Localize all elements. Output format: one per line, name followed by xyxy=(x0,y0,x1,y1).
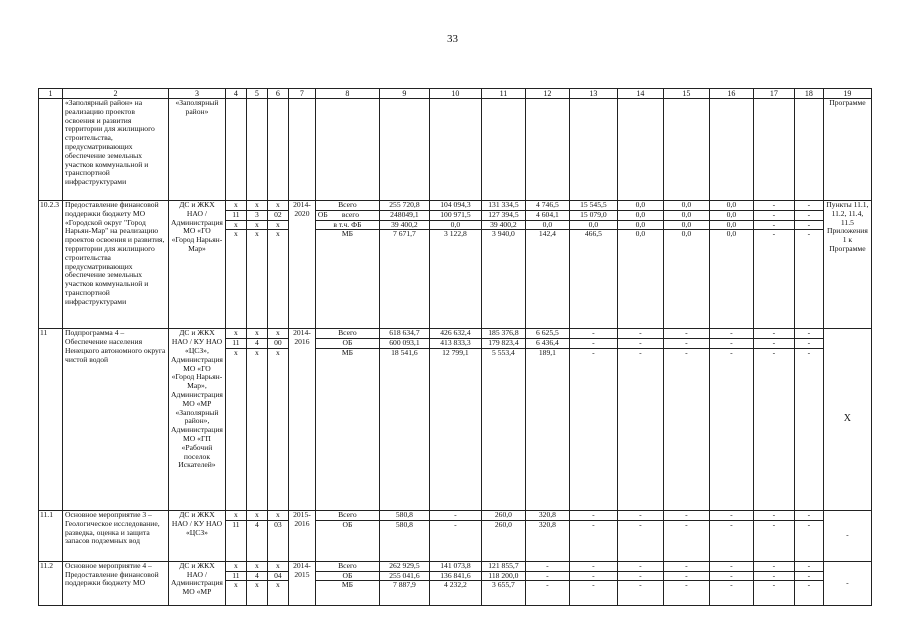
amount-cell: - xyxy=(794,510,823,520)
funding-source: МБ xyxy=(315,230,379,329)
amount-cell: - xyxy=(753,581,794,606)
funding-source: ОБ xyxy=(315,339,379,349)
table-row xyxy=(39,201,872,211)
amount-cell: - xyxy=(525,581,569,606)
amount-cell: 127 394,5 xyxy=(481,210,525,220)
amount-cell: 3 655,7 xyxy=(481,581,525,606)
amount-cell: 15 079,0 xyxy=(569,210,617,220)
table-row xyxy=(39,99,872,201)
funding-source: Всего xyxy=(315,510,379,520)
item-code: 10.2.3 xyxy=(39,201,63,329)
code-part-3: 04 xyxy=(267,571,288,581)
item-executor: ДС и ЖКХ НАО / КУ НАО «ЦСЗ» xyxy=(169,510,226,561)
code-part-3: х xyxy=(267,230,288,329)
amount-cell: - xyxy=(617,329,663,339)
amount-cell: - xyxy=(794,348,823,510)
amount-cell: - xyxy=(617,510,663,520)
header-cell: 2 xyxy=(63,89,169,99)
amount-cell: 118 200,0 xyxy=(481,571,525,581)
amount-cell: 0,0 xyxy=(525,220,569,230)
amount-cell: 6 625,5 xyxy=(525,329,569,339)
header-cell: 19 xyxy=(823,89,871,99)
item-period: 2014-2016 xyxy=(288,329,315,511)
amount-cell: 7 671,7 xyxy=(379,230,429,329)
amount-cell: 0,0 xyxy=(569,220,617,230)
amount-cell: - xyxy=(617,339,663,349)
item-executor: «Заполярный район» xyxy=(169,99,226,201)
amount-cell: - xyxy=(569,520,617,561)
empty-cell xyxy=(525,99,569,201)
header-cell: 15 xyxy=(663,89,709,99)
amount-cell: 580,8 xyxy=(379,510,429,520)
amount-cell: - xyxy=(617,520,663,561)
header-cell: 11 xyxy=(481,89,525,99)
amount-cell: 4 746,5 xyxy=(525,201,569,211)
amount-cell: - xyxy=(663,348,709,510)
code-part-2: х xyxy=(246,581,267,606)
header-cell: 9 xyxy=(379,89,429,99)
amount-cell: - xyxy=(663,339,709,349)
amount-cell: 0,0 xyxy=(663,210,709,220)
amount-cell: 255 041,6 xyxy=(379,571,429,581)
header-cell: 10 xyxy=(429,89,481,99)
amount-cell: 0,0 xyxy=(663,201,709,211)
amount-cell: - xyxy=(753,201,794,211)
amount-cell: 0,0 xyxy=(709,210,753,220)
amount-cell: - xyxy=(569,571,617,581)
amount-cell: 600 093,1 xyxy=(379,339,429,349)
item-reference: Пункты 11.1, 11.2, 11.4, 11.5 Приложения 1 к Программе xyxy=(823,201,871,329)
amount-cell: 100 971,5 xyxy=(429,210,481,220)
header-cell: 7 xyxy=(288,89,315,99)
empty-cell xyxy=(315,99,379,201)
amount-cell: 248049,1 xyxy=(379,210,429,220)
amount-cell: 0,0 xyxy=(617,210,663,220)
header-cell: 8 xyxy=(315,89,379,99)
code-part-2: х xyxy=(246,201,267,211)
amount-cell: 260,0 xyxy=(481,520,525,561)
code-part-3: 02 xyxy=(267,210,288,220)
item-code: 11 xyxy=(39,329,63,511)
item-name: Предоставление финансовой поддержки бюджету МО «Городской округ "Город Нарьян-Мар" на реализацию проектов освоения и развития, территории для жилищного строительства предусматривающих обеспечение земельных участков коммунальной и транспортной инфраструктурами xyxy=(63,201,169,329)
header-cell: 4 xyxy=(225,89,246,99)
amount-cell: - xyxy=(709,561,753,571)
amount-cell: 104 094,3 xyxy=(429,201,481,211)
amount-cell: 39 400,2 xyxy=(379,220,429,230)
funding-source-prefix: ОБ xyxy=(317,210,328,219)
header-cell: 6 xyxy=(267,89,288,99)
amount-cell: 320,8 xyxy=(525,510,569,520)
header-cell: 3 xyxy=(169,89,226,99)
funding-source: ОБ xyxy=(315,520,379,561)
code-part-1: 11 xyxy=(225,520,246,561)
amount-cell: 39 400,2 xyxy=(481,220,525,230)
amount-cell: 3 940,0 xyxy=(481,230,525,329)
item-name: Основное мероприятие 3 – Геологическое исследование, разведка, оценка и защита запасов подземных вод xyxy=(63,510,169,561)
amount-cell: - xyxy=(709,520,753,561)
empty-cell xyxy=(663,99,709,201)
amount-cell: - xyxy=(794,581,823,606)
amount-cell: - xyxy=(794,520,823,561)
empty-cell xyxy=(794,99,823,201)
amount-cell: 0,0 xyxy=(429,220,481,230)
code-part-1: х xyxy=(225,329,246,339)
amount-cell: - xyxy=(794,561,823,571)
amount-cell: - xyxy=(753,339,794,349)
amount-cell: 618 634,7 xyxy=(379,329,429,339)
amount-cell: - xyxy=(663,561,709,571)
amount-cell: - xyxy=(794,230,823,329)
amount-cell: - xyxy=(794,210,823,220)
financing-table xyxy=(38,88,872,606)
amount-cell: 189,1 xyxy=(525,348,569,510)
amount-cell: - xyxy=(617,561,663,571)
code-part-2: х xyxy=(246,561,267,571)
code-part-2: 4 xyxy=(246,339,267,349)
amount-cell: - xyxy=(753,348,794,510)
amount-cell: - xyxy=(569,348,617,510)
amount-cell: 0,0 xyxy=(617,220,663,230)
amount-cell: - xyxy=(429,510,481,520)
amount-cell: - xyxy=(525,571,569,581)
item-code xyxy=(39,99,63,201)
amount-cell: 5 553,4 xyxy=(481,348,525,510)
amount-cell: - xyxy=(753,230,794,329)
empty-cell xyxy=(267,99,288,201)
amount-cell: - xyxy=(753,520,794,561)
table-body xyxy=(39,89,872,606)
amount-cell: - xyxy=(794,329,823,339)
code-part-1: х xyxy=(225,581,246,606)
code-part-1: 11 xyxy=(225,339,246,349)
header-cell: 1 xyxy=(39,89,63,99)
amount-cell: - xyxy=(429,520,481,561)
funding-source: МБ xyxy=(315,581,379,606)
amount-cell: 0,0 xyxy=(617,201,663,211)
amount-cell: - xyxy=(794,201,823,211)
code-part-1: х xyxy=(225,201,246,211)
amount-cell: 260,0 xyxy=(481,510,525,520)
amount-cell: 185 376,8 xyxy=(481,329,525,339)
code-part-1: х xyxy=(225,220,246,230)
header-cell: 16 xyxy=(709,89,753,99)
item-reference: - xyxy=(823,561,871,606)
amount-cell: - xyxy=(753,571,794,581)
empty-cell xyxy=(481,99,525,201)
amount-cell: - xyxy=(525,561,569,571)
code-part-3: 00 xyxy=(267,339,288,349)
empty-cell xyxy=(753,99,794,201)
amount-cell: 15 545,5 xyxy=(569,201,617,211)
code-part-2: 3 xyxy=(246,210,267,220)
item-name: Подпрограмма 4 – Обеспечение населения Ненецкого автономного округа чистой водой xyxy=(63,329,169,511)
code-part-2: 4 xyxy=(246,520,267,561)
amount-cell: 580,8 xyxy=(379,520,429,561)
header-cell: 12 xyxy=(525,89,569,99)
amount-cell: - xyxy=(794,571,823,581)
amount-cell: - xyxy=(663,581,709,606)
amount-cell: 4 232,2 xyxy=(429,581,481,606)
amount-cell: 4 604,1 xyxy=(525,210,569,220)
code-part-1: х xyxy=(225,230,246,329)
code-part-3: 03 xyxy=(267,520,288,561)
amount-cell: 0,0 xyxy=(663,220,709,230)
amount-cell: - xyxy=(663,520,709,561)
amount-cell: - xyxy=(663,571,709,581)
amount-cell: 131 334,5 xyxy=(481,201,525,211)
code-part-3: х xyxy=(267,561,288,571)
empty-cell xyxy=(429,99,481,201)
header-cell: 17 xyxy=(753,89,794,99)
table-row xyxy=(39,329,872,339)
header-cell: 13 xyxy=(569,89,617,99)
empty-cell xyxy=(246,99,267,201)
code-part-2: х xyxy=(246,329,267,339)
item-name: «Заполярный район» на реализацию проектов освоения и развития территории для жилищного строительства, предусматривающих обеспечение земельных участков коммунальной и транспортной инфраструктурами xyxy=(63,99,169,201)
amount-cell: - xyxy=(569,581,617,606)
funding-source-cell xyxy=(315,210,379,220)
amount-cell: 7 887,9 xyxy=(379,581,429,606)
amount-cell: - xyxy=(617,348,663,510)
amount-cell: - xyxy=(569,339,617,349)
item-period xyxy=(288,99,315,201)
code-part-3: х xyxy=(267,329,288,339)
funding-source: Всего xyxy=(315,329,379,339)
amount-cell: 141 073,8 xyxy=(429,561,481,571)
header-cell: 14 xyxy=(617,89,663,99)
amount-cell: 12 799,1 xyxy=(429,348,481,510)
code-part-1: 11 xyxy=(225,210,246,220)
funding-source: ОБ xyxy=(315,571,379,581)
amount-cell: 18 541,6 xyxy=(379,348,429,510)
amount-cell: - xyxy=(753,329,794,339)
item-reference: Х xyxy=(823,329,871,511)
amount-cell: - xyxy=(617,571,663,581)
item-reference: - xyxy=(823,510,871,561)
amount-cell: - xyxy=(709,510,753,520)
item-period: 2014-2020 xyxy=(288,201,315,329)
amount-cell: - xyxy=(663,329,709,339)
amount-cell: 255 720,8 xyxy=(379,201,429,211)
amount-cell: - xyxy=(753,510,794,520)
amount-cell: - xyxy=(709,339,753,349)
code-part-1: 11 xyxy=(225,571,246,581)
amount-cell: - xyxy=(569,561,617,571)
amount-cell: 121 855,7 xyxy=(481,561,525,571)
table-row xyxy=(39,510,872,520)
amount-cell: 413 833,3 xyxy=(429,339,481,349)
code-part-3: х xyxy=(267,510,288,520)
amount-cell: - xyxy=(569,510,617,520)
amount-cell: 0,0 xyxy=(709,220,753,230)
item-code: 11.2 xyxy=(39,561,63,606)
amount-cell: 3 122,8 xyxy=(429,230,481,329)
amount-cell: 136 841,6 xyxy=(429,571,481,581)
code-part-2: х xyxy=(246,510,267,520)
item-executor: ДС и ЖКХ НАО / Администрация МО «МР xyxy=(169,561,226,606)
header-row xyxy=(39,89,872,99)
amount-cell: - xyxy=(663,510,709,520)
empty-cell xyxy=(225,99,246,201)
code-part-2: х xyxy=(246,220,267,230)
amount-cell: 0,0 xyxy=(617,230,663,329)
amount-cell: - xyxy=(753,561,794,571)
amount-cell: - xyxy=(753,210,794,220)
amount-cell: 0,0 xyxy=(709,230,753,329)
funding-source: МБ xyxy=(315,348,379,510)
code-part-1: х xyxy=(225,561,246,571)
amount-cell: - xyxy=(709,571,753,581)
item-executor: ДС и ЖКХ НАО / КУ НАО «ЦСЗ», Администрация МО «ГО «Город Нарьян-Мар», Администрация МО «МР «Заполярный район», Администрация МО «ГП «Рабочий поселок Искателей» xyxy=(169,329,226,511)
amount-cell: - xyxy=(709,581,753,606)
item-code: 11.1 xyxy=(39,510,63,561)
code-part-3: х xyxy=(267,220,288,230)
amount-cell: 142,4 xyxy=(525,230,569,329)
funding-source: Всего xyxy=(315,201,379,211)
amount-cell: 179 823,4 xyxy=(481,339,525,349)
amount-cell: 6 436,4 xyxy=(525,339,569,349)
code-part-3: х xyxy=(267,201,288,211)
amount-cell: 466,5 xyxy=(569,230,617,329)
amount-cell: - xyxy=(709,329,753,339)
code-part-3: х xyxy=(267,348,288,510)
item-period: 2014-2015 xyxy=(288,561,315,606)
header-cell: 18 xyxy=(794,89,823,99)
empty-cell xyxy=(709,99,753,201)
amount-cell: 0,0 xyxy=(709,201,753,211)
amount-cell: 320,8 xyxy=(525,520,569,561)
amount-cell: - xyxy=(794,220,823,230)
code-part-3: х xyxy=(267,581,288,606)
amount-cell: - xyxy=(617,581,663,606)
amount-cell: 0,0 xyxy=(663,230,709,329)
code-part-2: х xyxy=(246,348,267,510)
funding-source-label: всего xyxy=(341,210,360,219)
amount-cell: - xyxy=(753,220,794,230)
amount-cell: - xyxy=(709,348,753,510)
item-executor: ДС и ЖКХ НАО / Администрация МО «ГО «Город Нарьян-Мар» xyxy=(169,201,226,329)
item-name: Основное мероприятие 4 – Предоставление финансовой поддержки бюджету МО xyxy=(63,561,169,606)
item-period: 2015-2016 xyxy=(288,510,315,561)
header-cell: 5 xyxy=(246,89,267,99)
code-part-1: х xyxy=(225,348,246,510)
table-row xyxy=(39,561,872,571)
item-reference: Программе xyxy=(823,99,871,201)
code-part-1: х xyxy=(225,510,246,520)
code-part-2: х xyxy=(246,230,267,329)
empty-cell xyxy=(569,99,617,201)
empty-cell xyxy=(617,99,663,201)
amount-cell: 262 929,5 xyxy=(379,561,429,571)
page-number: 33 xyxy=(447,33,458,45)
amount-cell: - xyxy=(794,339,823,349)
amount-cell: 426 632,4 xyxy=(429,329,481,339)
code-part-2: 4 xyxy=(246,571,267,581)
empty-cell xyxy=(379,99,429,201)
amount-cell: - xyxy=(569,329,617,339)
funding-source: Всего xyxy=(315,561,379,571)
funding-source: в т.ч. ФБ xyxy=(315,220,379,230)
